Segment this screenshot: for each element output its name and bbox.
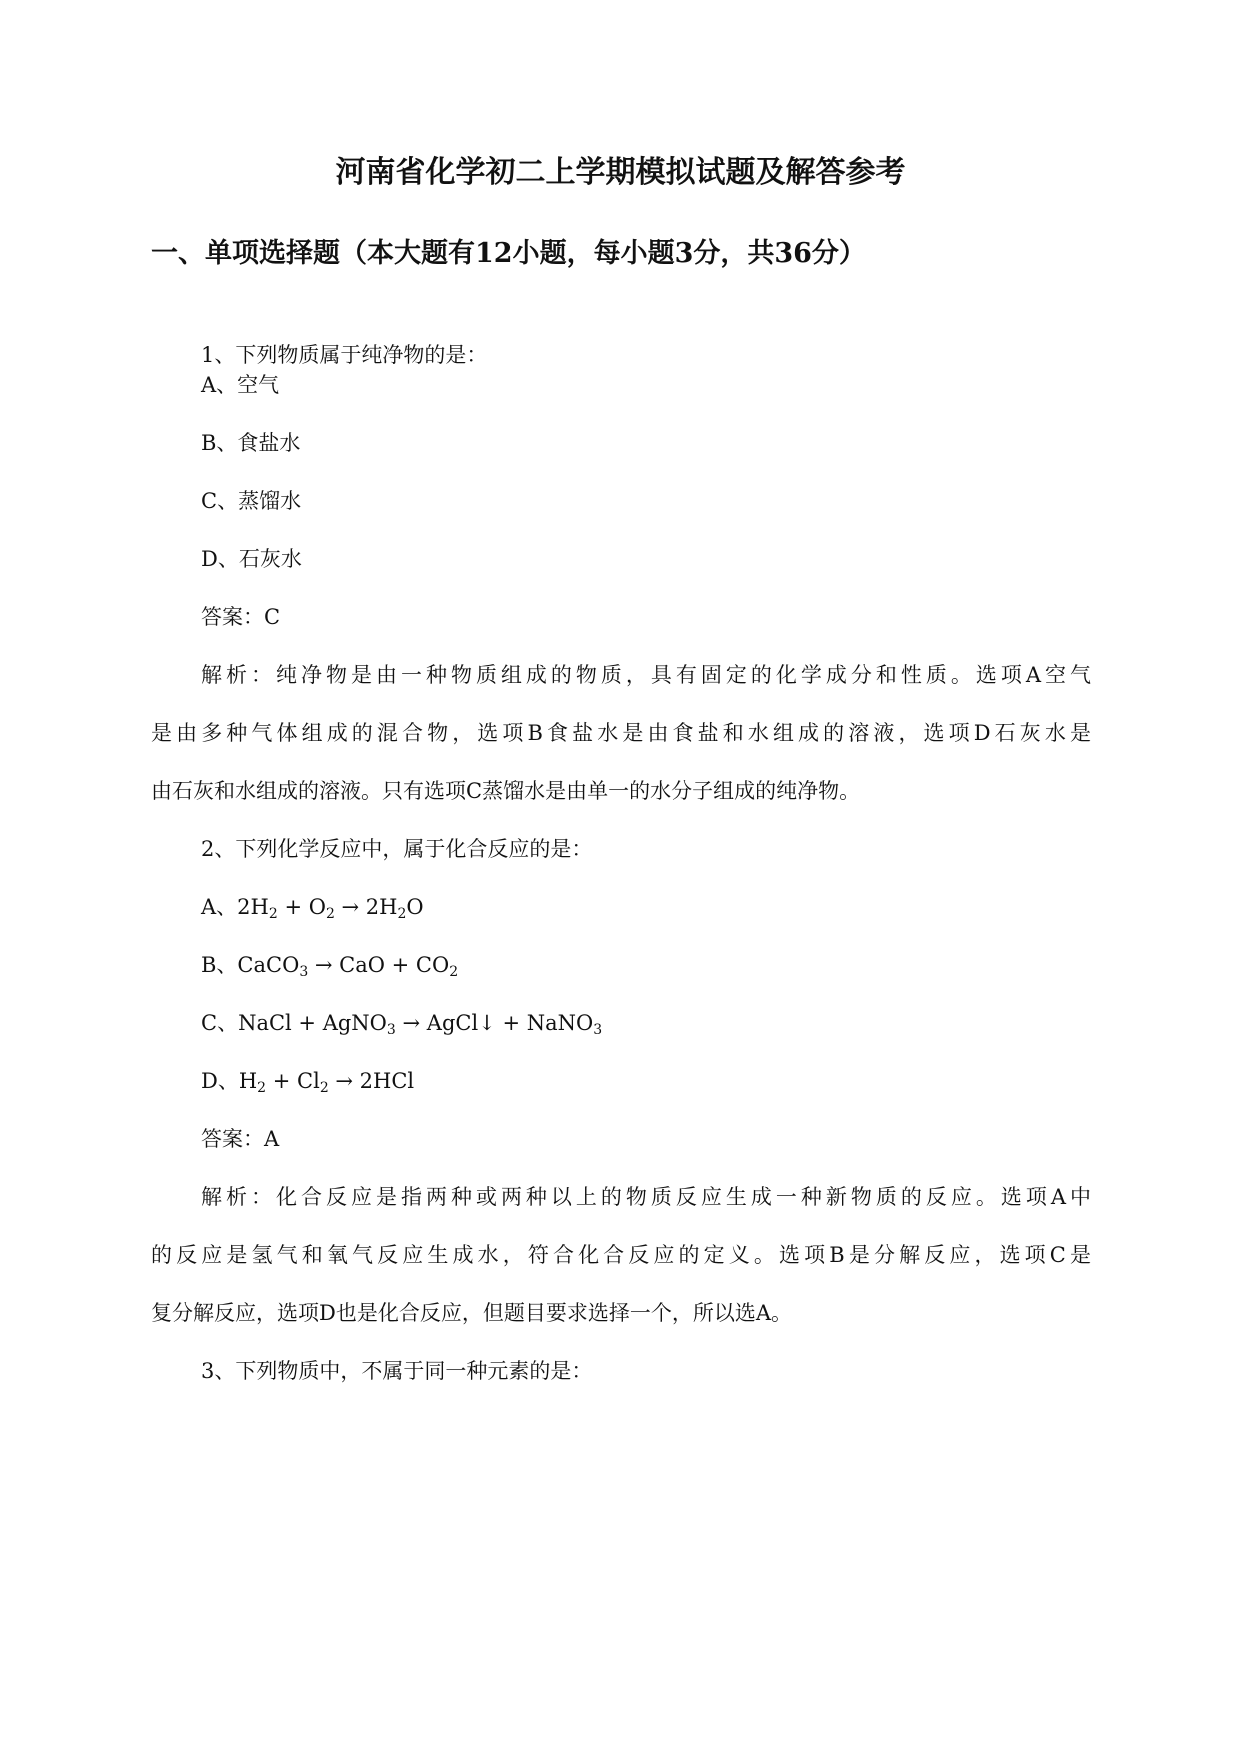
question-1-stem: 1、下列物质属于纯净物的是：	[201, 343, 488, 367]
question-2-option-d: D、$H_2 + Cl_2 \to 2HCl$	[201, 1069, 415, 1096]
question-1-option-d: D、石灰水	[201, 547, 302, 571]
question-1-answer: 答案：C	[201, 605, 281, 629]
question-1-option-b: B、食盐水	[201, 431, 301, 455]
question-1-option-c: C、蒸馏水	[201, 489, 302, 513]
question-2-analysis-line: 复分解反应，选项D也是化合反应，但题目要求选择一个，所以选A。	[151, 1301, 792, 1325]
section-heading: 一、单项选择题（本大题有12小题，每小题3分，共36分）	[151, 238, 866, 269]
question-1-analysis-line: 解析：纯净物是由一种物质组成的物质，具有固定的化学成分和性质。选项A空气	[201, 663, 1091, 687]
question-2-option-b: B、CaCO$_3$ → CaO + $CO_2$	[201, 953, 459, 980]
question-2-option-a: A、$2H_2 + O_2 \to 2H_2O$	[201, 895, 424, 922]
question-2-analysis-line: 解析：化合反应是指两种或两种以上的物质反应生成一种新物质的反应。选项A中	[201, 1185, 1091, 1209]
question-2-analysis-line: 的反应是氢气和氧气反应生成水，符合化合反应的定义。选项B是分解反应，选项C是	[151, 1243, 1091, 1267]
document-title: 河南省化学初二上学期模拟试题及解答参考	[335, 155, 906, 190]
question-2-answer: 答案：A	[201, 1127, 280, 1151]
question-2-option-c: C、NaCl + AgNO$_3$ → AgCl↓ + NaNO$_3$	[201, 1011, 603, 1038]
question-2-stem: 2、下列化学反应中，属于化合反应的是：	[201, 837, 593, 861]
question-1-analysis-line: 是由多种气体组成的混合物，选项B食盐水是由食盐和水组成的溶液，选项D石灰水是	[151, 721, 1091, 745]
question-3-stem: 3、下列物质中，不属于同一种元素的是：	[201, 1359, 593, 1383]
question-1-analysis-line: 由石灰和水组成的溶液。只有选项C蒸馏水是由单一的水分子组成的纯净物。	[151, 779, 861, 803]
question-1-option-a: A、空气	[201, 373, 280, 397]
